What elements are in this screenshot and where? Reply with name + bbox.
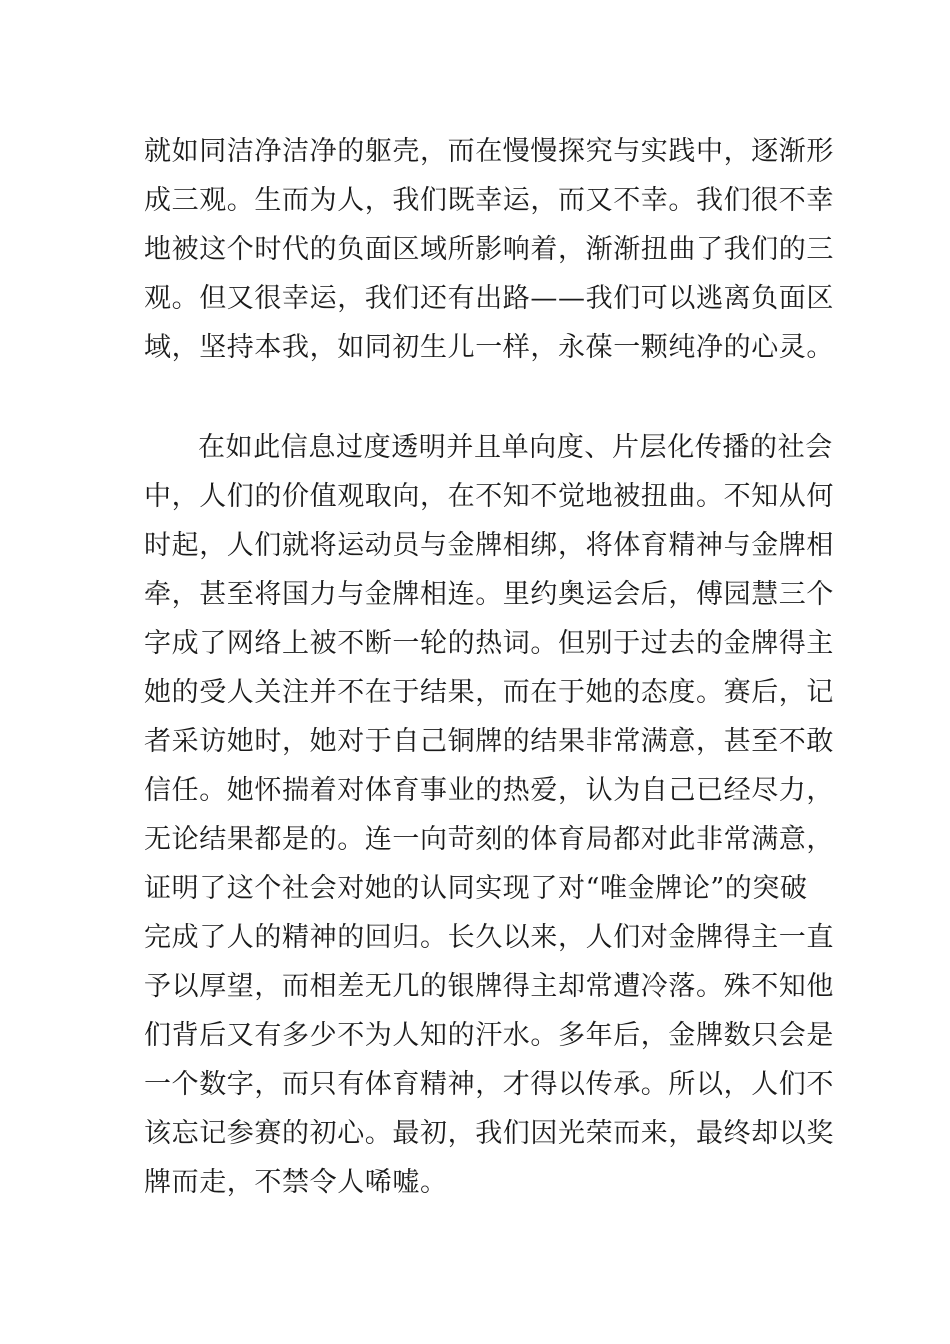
text-line: 字成了网络上被不断一轮的热词。但别于过去的金牌得主 — [144, 628, 834, 659]
text-line: 证明了这个社会对她的认同实现了对“唯金牌论”的突破 — [144, 873, 808, 904]
text-line: 完成了人的精神的回归。长久以来，人们对金牌得主一直 — [144, 922, 834, 953]
text-line: 观。但又很幸运，我们还有出路——我们可以逃离负面区 — [144, 283, 834, 314]
text-line: 者采访她时，她对于自己铜牌的结果非常满意，甚至不敢 — [144, 726, 834, 757]
text-line: 予以厚望，而相差无几的银牌得主却常遭冷落。殊不知他 — [144, 971, 834, 1002]
text-line: 域，坚持本我，如同初生儿一样，永葆一颗纯净的心灵。 — [144, 332, 834, 363]
text-line: 成三观。生而为人，我们既幸运，而又不幸。我们很不幸 — [144, 185, 834, 216]
text-line: 就如同洁净洁净的躯壳，而在慢慢探究与实践中，逐渐形 — [144, 136, 834, 167]
text-line: 牵，甚至将国力与金牌相连。里约奥运会后，傅园慧三个 — [144, 579, 834, 610]
paragraph-2 — [144, 423, 834, 1207]
text-line: 们背后又有多少不为人知的汗水。多年后，金牌数只会是 — [144, 1020, 834, 1051]
paragraph-1 — [144, 127, 834, 372]
text-line: 地被这个时代的负面区域所影响着，渐渐扭曲了我们的三 — [144, 234, 834, 265]
text-line: 牌而走，不禁令人唏嘘。 — [144, 1167, 448, 1198]
text-line: 时起，人们就将运动员与金牌相绑，将体育精神与金牌相 — [144, 530, 834, 561]
text-line: 该忘记参赛的初心。最初，我们因光荣而来，最终却以奖 — [144, 1118, 834, 1149]
text-line: 一个数字，而只有体育精神，才得以传承。所以，人们不 — [144, 1069, 834, 1100]
text-line-indented: 在如此信息过度透明并且单向度、片层化传播的社会 — [198, 432, 833, 463]
text-line: 她的受人关注并不在于结果，而在于她的态度。赛后，记 — [144, 677, 834, 708]
text-line: 无论结果都是的。连一向苛刻的体育局都对此非常满意， — [144, 824, 834, 855]
text-line: 中，人们的价值观取向，在不知不觉地被扭曲。不知从何 — [144, 481, 834, 512]
text-line: 信任。她怀揣着对体育事业的热爱，认为自己已经尽力， — [144, 775, 834, 806]
